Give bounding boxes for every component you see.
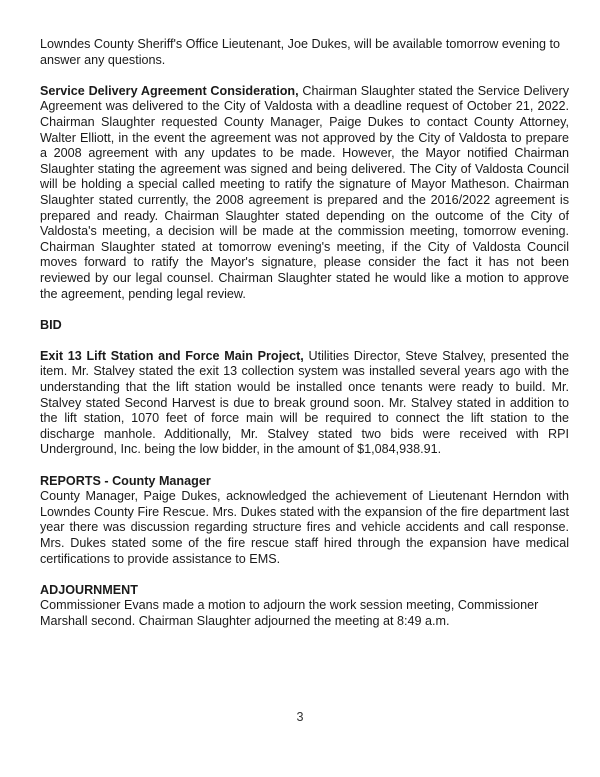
bid-heading: BID xyxy=(40,317,62,332)
bid-item-text: Utilities Director, Steve Stalvey, presented the item. Mr. Stalvey stated the exit 13 collection system was installed several years ago with the understanding that the lift station would be installed once tenants were ready to build. Mr. Stalvey stated Second Harvest is due to break ground soon. Mr. Stalvey stated in addition to the lift station, 1070 feet of force main will be required to connect the lift station to the discharge manhole. Additionally, Mr. Stalvey stated two bids were received with RPI Underground, Inc. being the low bidder, in the amount of $1,084,938.91. xyxy=(40,348,569,457)
reports-paragraph: County Manager, Paige Dukes, acknowledged the achievement of Lieutenant Herndon with Lowndes County Fire Rescue. Mrs. Dukes stated with the expansion of the fire department last year there was discussion regarding structure fires and vehicle accidents and call response. Mrs. Dukes stated some of the fire rescue staff hired through the expansion have medical certifications to provide assistance to EMS. xyxy=(40,489,569,566)
service-delivery-text: Chairman Slaughter stated the Service Delivery Agreement was delivered to the City of Valdosta with a deadline request of October 21, 2022. Chairman Slaughter requested County Manager, Paige Dukes to contact County Attorney, Walter Elliott, in the event the agreement was not approved by the City of Valdosta to prepare a 2008 agreement with any updates to be made. However, the Mayor notified Chairman Slaughter stating the agreement was signed and being delivered. The City of Valdosta Council will be holding a special called meeting to ratify the signature of Mayor Matheson. Chairman Slaughter stated currently, the 2008 agreement is prepared and the 2016/2022 agreement is prepared and ready. Chairman Slaughter stated depending on the outcome of the City of Valdosta's meeting, a decision will be made at the commission meeting, tomorrow evening. Chairman Slaughter stated at tomorrow evening's meeting, if the City of Valdosta Council moves forward to ratify the Mayor's signature, please consider the fact it has not been reviewed by our legal counsel. Chairman Slaughter stated he would like a motion to approve the agreement, pending legal review. xyxy=(40,83,569,301)
document-page xyxy=(40,37,569,645)
adjournment-heading: ADJOURNMENT xyxy=(40,582,138,597)
reports-section xyxy=(40,474,569,568)
service-delivery-paragraph xyxy=(40,84,569,302)
page-number: 3 xyxy=(296,710,304,724)
adjournment-section xyxy=(40,583,569,630)
adjournment-paragraph: Commissioner Evans made a motion to adjourn the work session meeting, Commissioner Marshall second. Chairman Slaughter adjourned the meeting at 8:49 a.m. xyxy=(40,598,539,628)
intro-text: Lowndes County Sheriff's Office Lieutenant, Joe Dukes, will be available tomorrow evening to answer any questions. xyxy=(40,37,560,67)
service-delivery-lead: Service Delivery Agreement Consideration, xyxy=(40,83,299,98)
intro-paragraph xyxy=(40,37,569,68)
reports-heading: REPORTS - County Manager xyxy=(40,473,211,488)
bid-item-lead: Exit 13 Lift Station and Force Main Project, xyxy=(40,348,304,363)
bid-item-paragraph xyxy=(40,349,569,458)
